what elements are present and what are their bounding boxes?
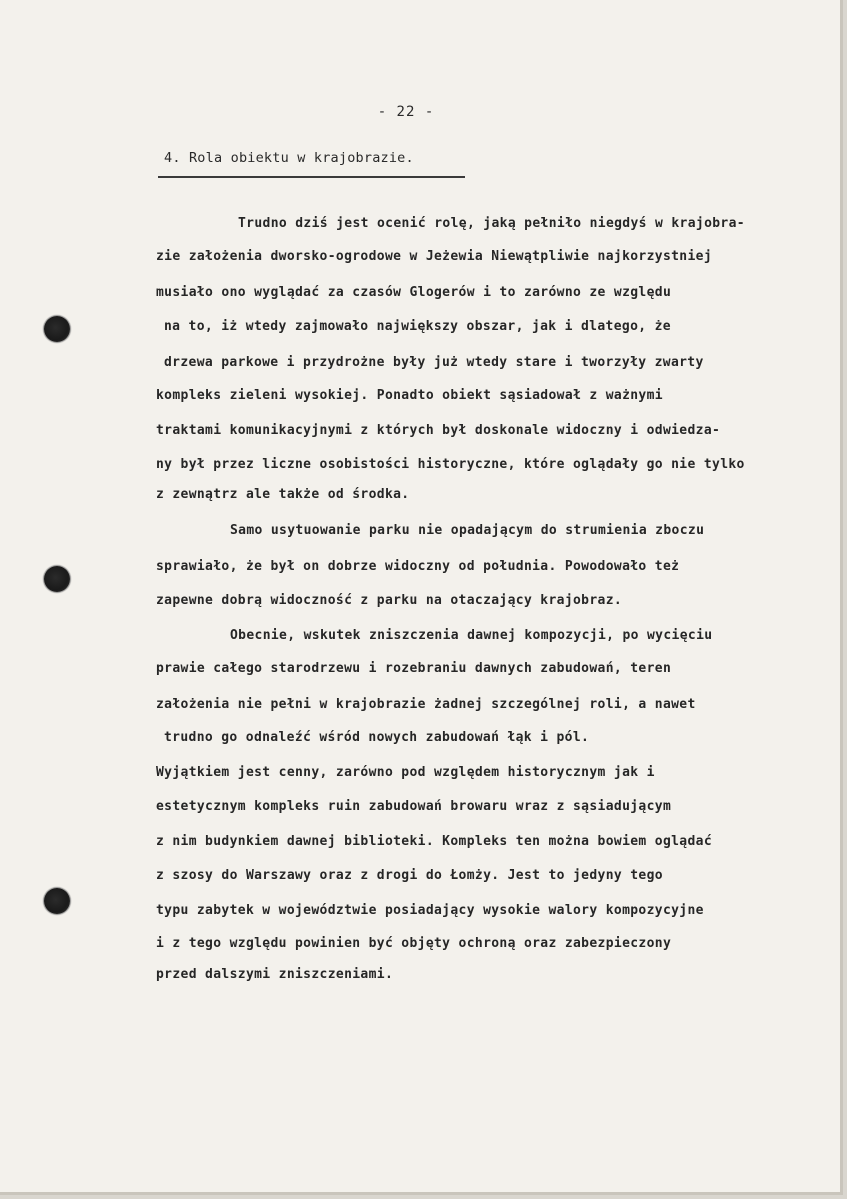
text-line: Obecnie, wskutek zniszczenia dawnej kompozycji, po wycięciu <box>230 628 713 643</box>
text-line: drzewa parkowe i przydrożne były już wtedy stare i tworzyły zwarty <box>164 355 704 370</box>
page-number: - 22 - <box>377 104 435 120</box>
text-line: Wyjątkiem jest cenny, zarówno pod względem historycznym jak i <box>156 765 655 780</box>
text-line: przed dalszymi zniszczeniami. <box>156 967 394 982</box>
text-line: zapewne dobrą widoczność z parku na otaczający krajobraz. <box>156 593 623 608</box>
text-line: i z tego względu powinien być objęty ochroną oraz zabezpieczony <box>156 936 672 951</box>
text-line: Samo usytuowanie parku nie opadającym do strumienia zboczu <box>230 523 705 538</box>
text-line: traktami komunikacyjnymi z których był doskonale widoczny i odwiedza- <box>156 423 721 438</box>
punch-hole-middle <box>44 566 70 592</box>
text-line: kompleks zieleni wysokiej. Ponadto obiekt sąsiadował z ważnymi <box>156 388 663 403</box>
text-line: na to, iż wtedy zajmowało największy obszar, jak i dlatego, że <box>164 319 671 334</box>
text-line: sprawiało, że był on dobrze widoczny od południa. Powodowało też <box>156 559 680 574</box>
text-line: prawie całego starodrzewu i rozebraniu dawnych zabudowań, teren <box>156 661 672 676</box>
punch-hole-bottom <box>44 888 70 914</box>
heading-underline <box>158 176 465 178</box>
text-line: trudno go odnaleźć wśród nowych zabudowań łąk i pól. <box>164 730 590 745</box>
text-line: z nim budynkiem dawnej biblioteki. Kompleks ten można bowiem oglądać <box>156 834 713 849</box>
text-line: estetycznym kompleks ruin zabudowań browaru wraz z sąsiadującym <box>156 799 672 814</box>
text-line: typu zabytek w województwie posiadający wysokie walory kompozycyjne <box>156 903 704 918</box>
section-heading: 4. Rola obiektu w krajobrazie. <box>164 150 414 166</box>
text-line: założenia nie pełni w krajobrazie żadnej szczególnej roli, a nawet <box>156 697 696 712</box>
punch-hole-top <box>44 316 70 342</box>
text-line: zie założenia dworsko-ogrodowe w Jeżewia Niewątpliwie najkorzystniej <box>156 249 713 264</box>
text-line: z zewnątrz ale także od środka. <box>156 487 410 502</box>
text-line: Trudno dziś jest ocenić rolę, jaką pełniło niegdyś w krajobra- <box>238 216 745 231</box>
text-line: z szosy do Warszawy oraz z drogi do Łomży. Jest to jedyny tego <box>156 868 663 883</box>
text-line: ny był przez liczne osobistości historyczne, które oglądały go nie tylko <box>156 457 745 472</box>
text-line: musiało ono wyglądać za czasów Glogerów i to zarówno ze względu <box>156 285 672 300</box>
